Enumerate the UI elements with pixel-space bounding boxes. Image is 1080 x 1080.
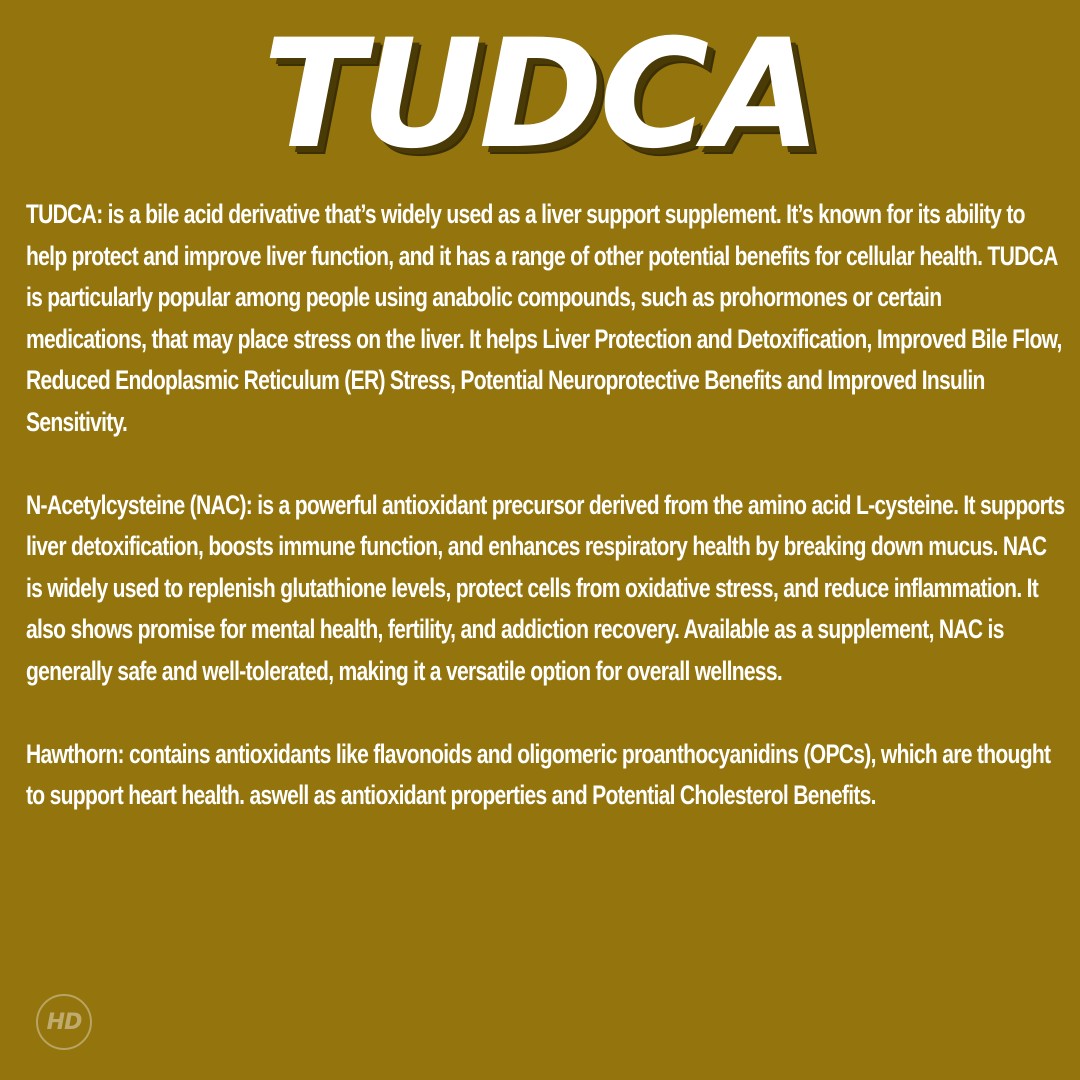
nac-description: N-Acetylcysteine (NAC): is a powerful antioxidant precursor derived from the amino acid L-cysteine. It supports liver detoxification, boosts immune function, and enhances respiratory health by breaking down mucus. NAC is widely used to replenish glutathione levels, protect cells from oxidative stress, and reduce inflammation. It also shows promise for mental health, fertility, and addiction recovery. Available as a supplement, NAC is generally safe and well-tolerated, making it a versatile option for overall wellness. xyxy=(26,489,1065,686)
brand-logo-icon: HD xyxy=(36,994,92,1050)
page-title: TUDCA xyxy=(262,8,818,182)
description-body xyxy=(26,194,1066,817)
tudca-description: TUDCA: is a bile acid derivative that’s widely used as a liver support supplement. It’s known for its ability to help protect and improve liver function, and it has a range of other potential benefits for cellular health. TUDCA is particularly popular among people using anabolic compounds, such as prohormones or certain medications, that may place stress on the liver. It helps Liver Protection and Detoxification, Improved Bile Flow, Reduced Endoplasmic Reticulum (ER) Stress, Potential Neuroprotective Benefits and Improved Insulin Sensitivity. xyxy=(26,199,1062,437)
hawthorn-description: Hawthorn: contains antioxidants like flavonoids and oligomeric proanthocyanidins (OPCs), which are thought to support heart health. aswell as antioxidant properties and Potential Cholesterol Benefits. xyxy=(26,738,1051,810)
